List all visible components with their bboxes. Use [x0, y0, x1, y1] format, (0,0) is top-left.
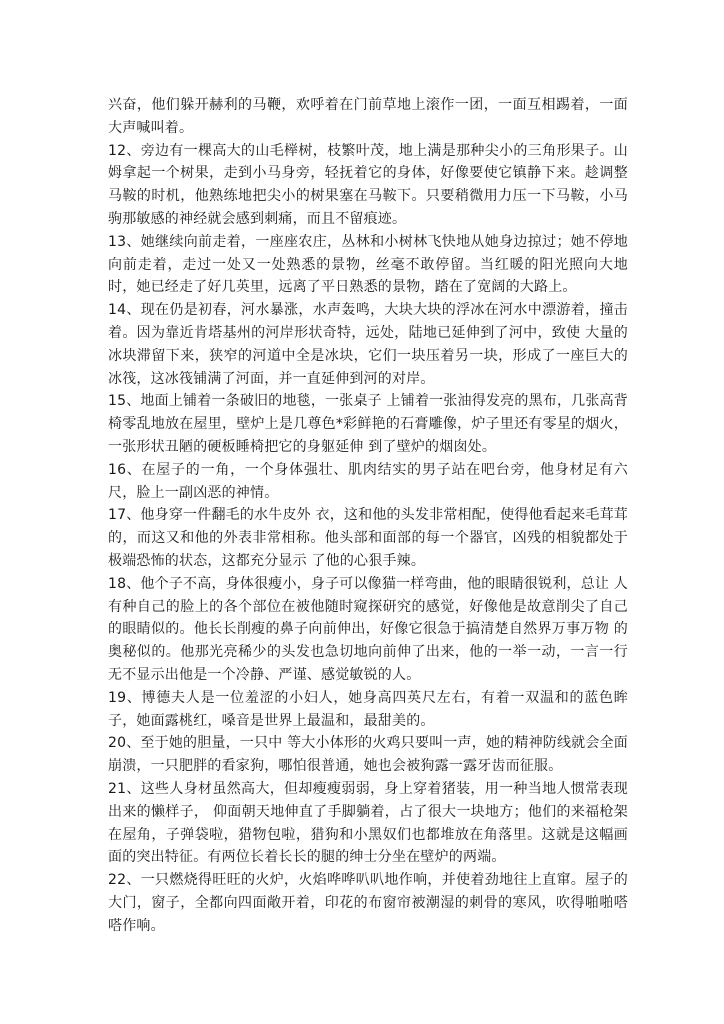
paragraph-intro: 兴奋，他们躲开赫利的马鞭，欢呼着在门前草地上滚作一团，一面互相踢着，一面大声喊叫着。: [108, 97, 628, 136]
paragraph-13: 13、她继续向前走着，一座座农庄，丛林和小树林飞快地从她身边掠过；她不停地向前走着，走过一处又一处熟悉的景物，丝毫不敢停留。当红暖的阳光照向大地时，她已经走了好几英里，远离了平日熟悉的景物，踏在了宽阔的大路上。: [108, 233, 628, 296]
paragraph-16: 16、在屋子的一角，一个身体强壮、肌肉结实的男子站在吧台旁，他身材足有六尺，脸上一副凶恶的神情。: [108, 461, 628, 501]
paragraph-19: 19、博德夫人是一位羞涩的小妇人，她身高四英尺左右，有着一双温和的蓝色眸子，她面露桃红，嗓音是世界上最温和，最甜美的。: [108, 689, 628, 729]
paragraph-15: 15、地面上铺着一条破旧的地毯，一张桌子 上铺着一张油得发亮的黑布，几张高背椅零乱地放在屋里，壁炉上是几尊色*彩鲜艳的石膏雕像，炉子里还有零星的烟火，一张形状丑陋的硬板睡椅把它的身躯延伸 到了壁炉的烟囱处。: [108, 393, 628, 455]
paragraph-20: 20、至于她的胆量，一只中 等大小体形的火鸡只要叫一声，她的精神防线就会全面崩溃，一只肥胖的看家狗，哪怕很普通，她也会被狗露一露牙齿而征服。: [108, 735, 628, 775]
paragraph-14: 14、现在仍是初春，河水暴涨，水声轰鸣，大块大块的浮冰在河水中漂游着，撞击着。因为靠近肯塔基州的河岸形状奇特，远处，陆地已延伸到了河中，致使 大量的冰块滞留下来，狭窄的河道中全是冰块，它们一块压着另一块，形成了一座巨大的冰筏，这冰筏铺满了河面，并一直延伸到河的对岸。: [108, 302, 628, 387]
paragraph-17: 17、他身穿一件翻毛的水牛皮外 衣，这和他的头发非常相配，使得他看起来毛茸茸的，而这又和他的外表非常相称。他头部和面部的每一个器官，凶残的相貌都处于极端恐怖的状态，这都充分显示 了他的心狠手辣。: [108, 507, 628, 569]
paragraph-21: 21、这些人身材虽然高大，但却瘦瘦弱弱，身上穿着猪装，用一种当地人惯常表现出来的懒样子， 仰面朝天地伸直了手脚躺着，占了很大一块地方；他们的来福枪架在屋角，子弹袋啦，猎物包啦，猎狗和小黑奴们也都堆放在角落里。这就是这幅画面的突出特征。有两位长着长长的腿的绅士分坐在壁炉的两端。: [108, 780, 628, 866]
paragraph-22: 22、一只燃烧得旺旺的火炉，火焰哗哗叭叭地作响，并使着劲地往上直窜。屋子的大门，窗子，全都向四面敞开着，印花的布窗帘被潮湿的刺骨的寒风，吹得啪啪嗒嗒作响。: [108, 872, 628, 934]
document-page: [108, 94, 628, 937]
paragraph-18: 18、他个子不高，身体很瘦小，身子可以像猫一样弯曲，他的眼睛很锐利，总让 人有种自己的脸上的各个部位在被他随时窥探研究的感觉，好像他是故意削尖了自己的眼睛似的。他长长削瘦的鼻子向前伸出，好像它很急于搞清楚自然界万事万物 的奥秘似的。他那光亮稀少的头发也急切地向前伸了出来，他的一举一动，一言一行无不显示出他是一个冷静、严谨、感觉敏锐的人。: [108, 575, 628, 683]
paragraph-12: 12、旁边有一棵高大的山毛榉树，枝繁叶茂，地上满是那种尖小的三角形果子。山姆拿起一个树果，走到小马身旁，轻抚着它的身体，好像要使它镇静下来。趁调整马鞍的时机，他熟练地把尖小的树果塞在马鞍下。只要稍微用力压一下马鞍，小马驹那敏感的神经就会感到刺痛，而且不留痕迹。: [108, 142, 628, 227]
